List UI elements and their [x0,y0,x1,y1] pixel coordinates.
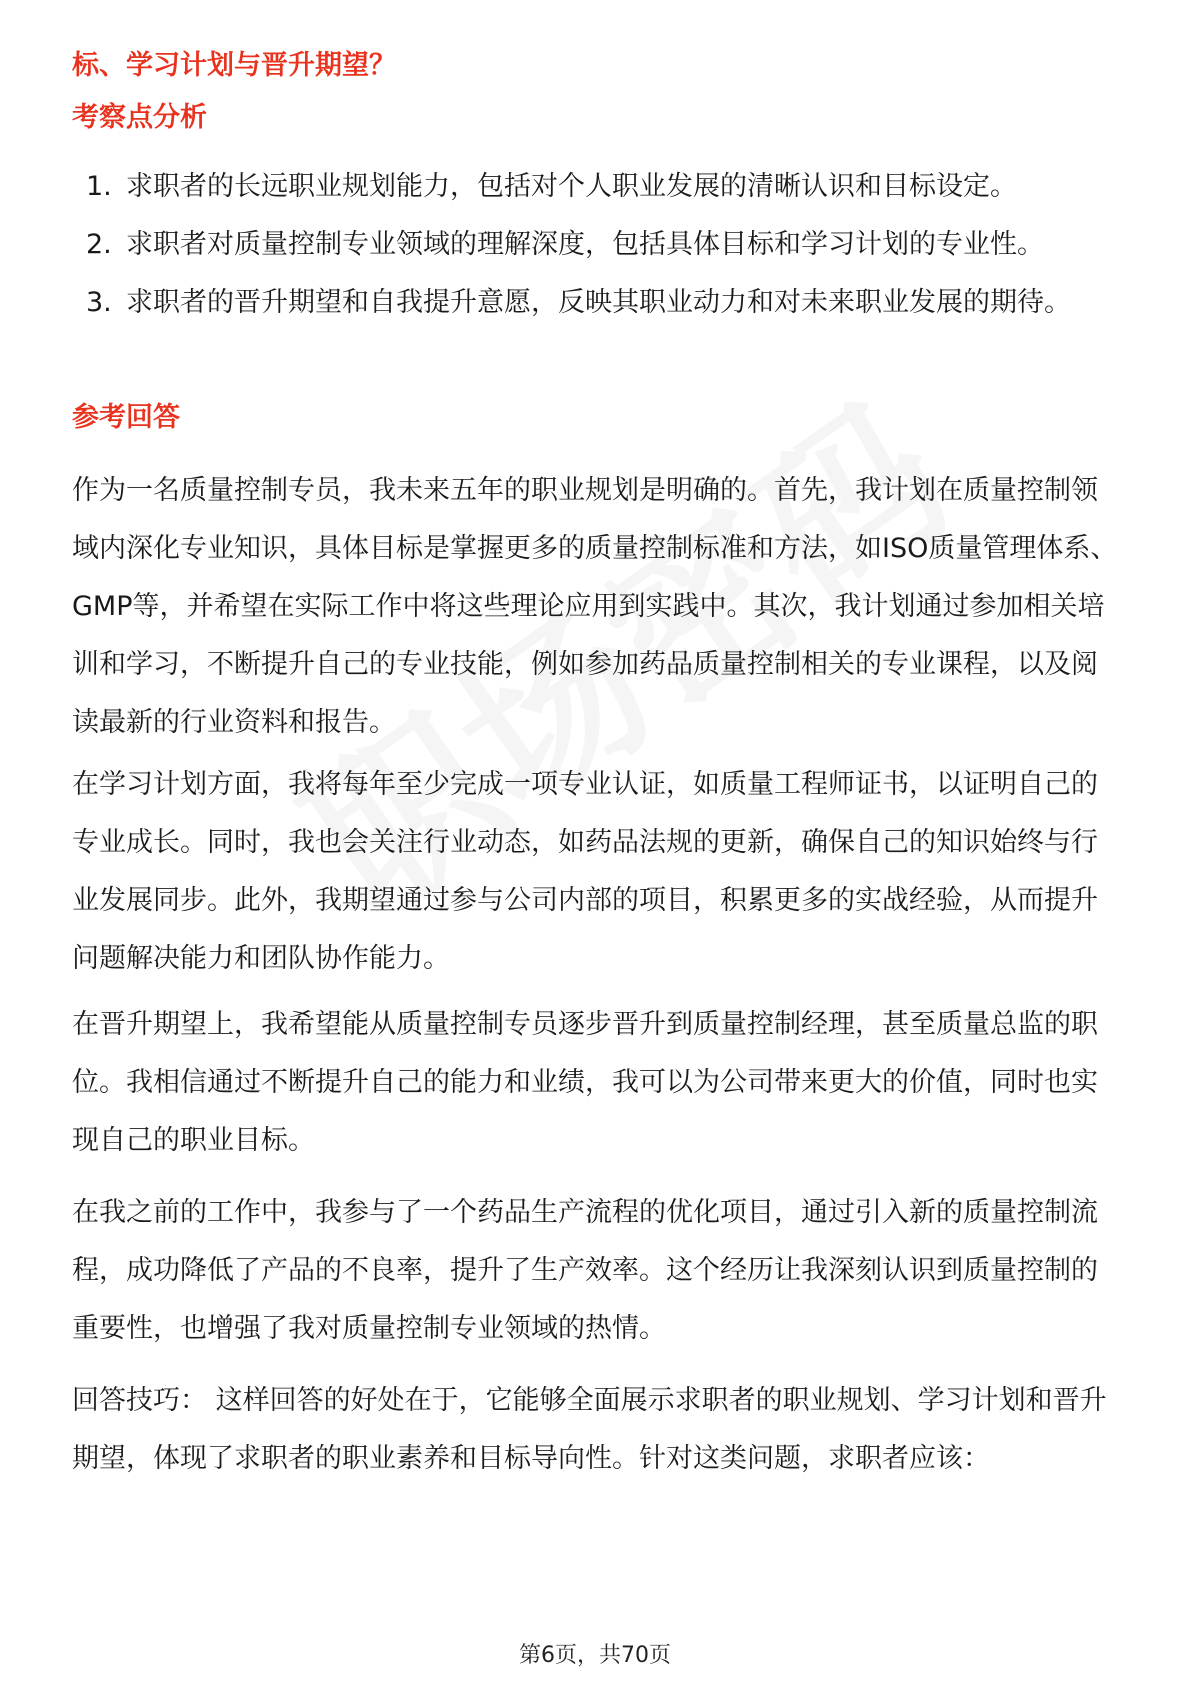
answer-paragraph: 在学习计划方面，我将每年至少完成一项专业认证，如质量工程师证书，以证明自己的专业成长。同时，我也会关注行业动态，如药品法规的更新，确保自己的知识始终与行业发展同步。此外，我期望通过参与公司内部的项目，积累更多的实战经验，从而提升问题解决能力和团队协作能力。 [72,769,1098,974]
analysis-list [72,158,1132,332]
answer-paragraph: 作为一名质量控制专员，我未来五年的职业规划是明确的。首先，我计划在质量控制领域内深化专业知识，具体目标是掌握更多的质量控制标准和方法，如ISO质量管理体系、GMP等，并希望在实际工作中将这些理论应用到实践中。其次，我计划通过参加相关培训和学习，不断提升自己的专业技能，例如参加药品质量控制相关的专业课程，以及阅读最新的行业资料和报告。 [72,475,1118,738]
question-title-tail: 标、学习计划与晋升期望？ [72,50,396,81]
page-number-footer: 第6页，共70页 [519,1643,671,1668]
list-item-number: 2. [86,229,112,260]
answer-tip-paragraph: 回答技巧： 这样回答的好处在于，它能够全面展示求职者的职业规划、学习计划和晋升期望，体现了求职者的职业素养和目标导向性。针对这类问题，求职者应该： [72,1385,1107,1474]
list-item [72,216,1132,274]
list-item-text: 求职者对质量控制专业领域的理解深度，包括具体目标和学习计划的专业性。 [126,229,1044,260]
answer-heading: 参考回答 [72,402,180,433]
analysis-heading: 考察点分析 [72,102,207,133]
answer-paragraph: 在我之前的工作中，我参与了一个药品生产流程的优化项目，通过引入新的质量控制流程，成功降低了产品的不良率，提升了生产效率。这个经历让我深刻认识到质量控制的重要性，也增强了我对质量控制专业领域的热情。 [72,1197,1098,1344]
list-item-number: 1. [86,171,112,202]
list-item-number: 3. [86,287,112,318]
list-item [72,274,1132,332]
list-item-text: 求职者的晋升期望和自我提升意愿，反映其职业动力和对未来职业发展的期待。 [126,287,1071,318]
list-item-text: 求职者的长远职业规划能力，包括对个人职业发展的清晰认识和目标设定。 [126,171,1017,202]
answer-paragraph: 在晋升期望上，我希望能从质量控制专员逐步晋升到质量控制经理，甚至质量总监的职位。我相信通过不断提升自己的能力和业绩，我可以为公司带来更大的价值，同时也实现自己的职业目标。 [72,1009,1098,1156]
list-item [72,158,1132,216]
